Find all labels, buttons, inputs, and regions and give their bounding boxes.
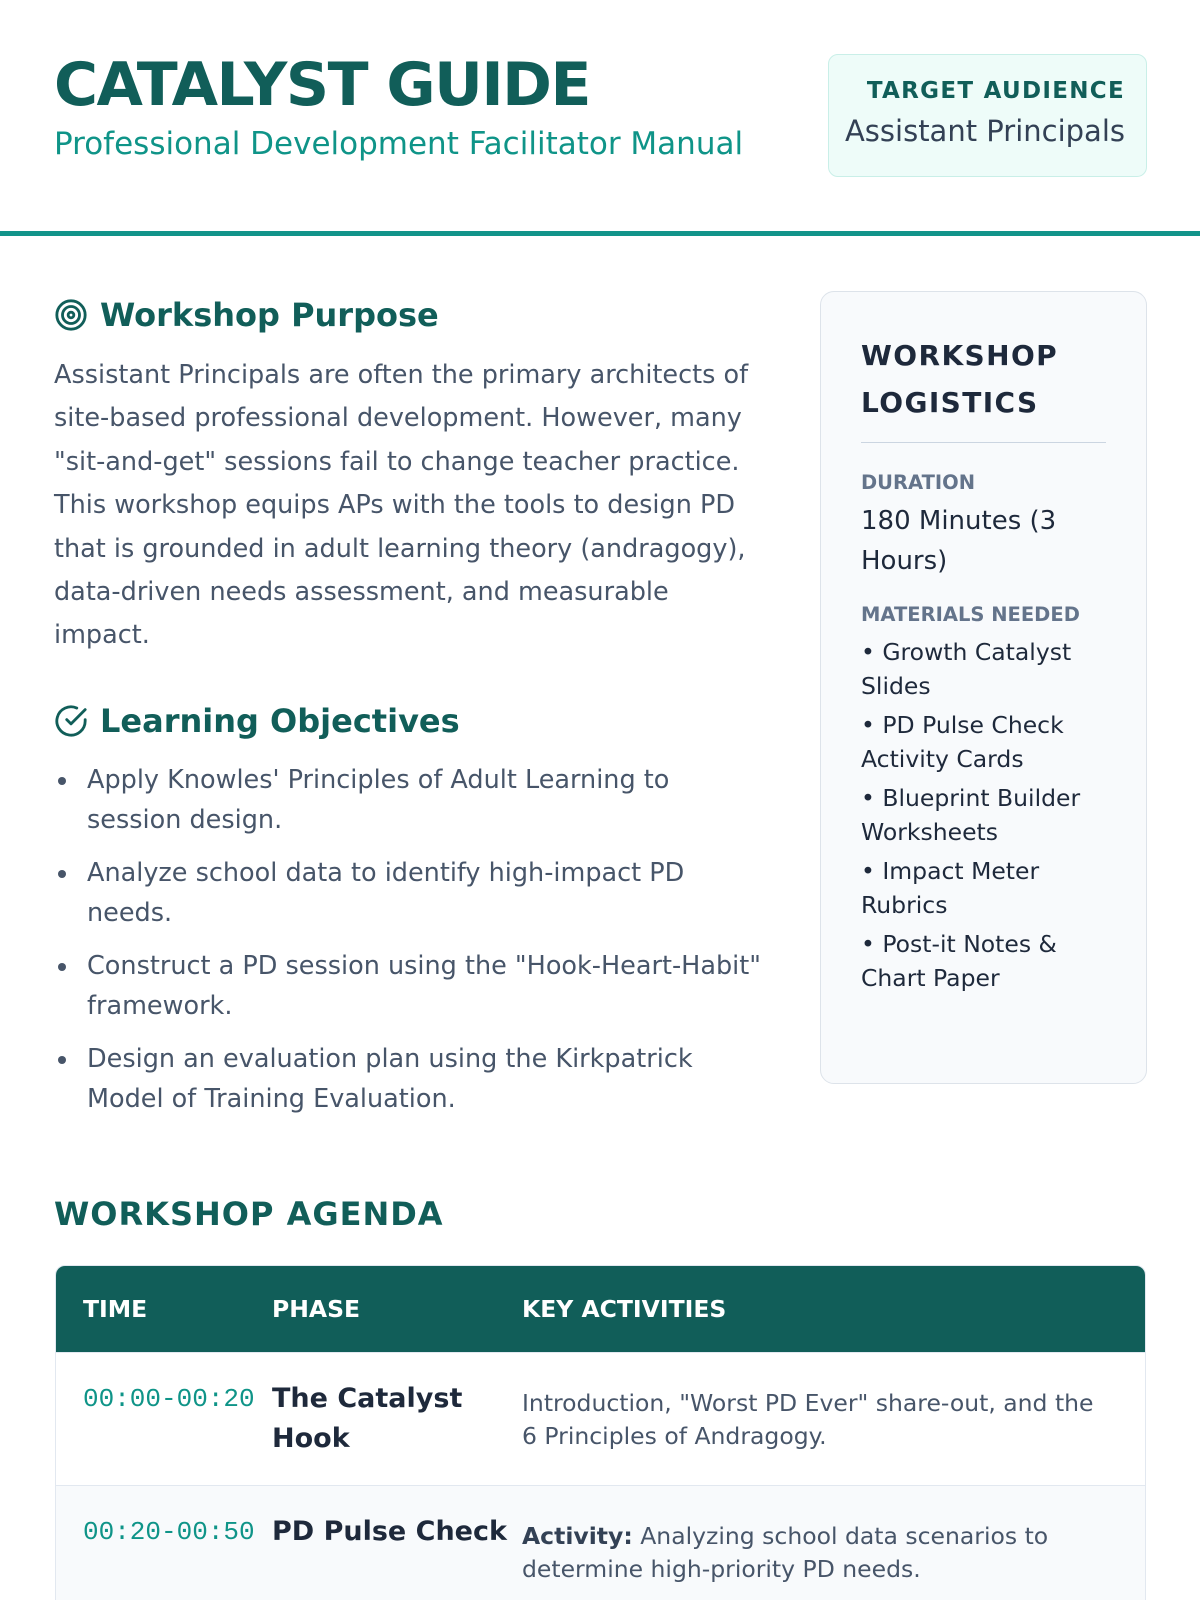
purpose-paragraph: Assistant Principals are often the primary architects of site-based professional development. However, many "sit-and-get" sessions fail to change teacher practice. This workshop equips APs with the tools to design PD that is grounded in adult learning theory (andragogy), data-driven needs assessment, and measurable impact. — [54, 360, 749, 651]
check-circle-icon — [54, 704, 88, 738]
agenda-heading: WORKSHOP AGENDA — [54, 1195, 444, 1233]
objectives-list — [54, 760, 766, 1119]
row-activities-text: Analyzing school data scenarios to determine high-priority PD needs. — [522, 1522, 1049, 1583]
material-item: • Post-it Notes & Chart Paper — [861, 930, 1057, 992]
material-item: • Growth Catalyst Slides — [861, 638, 1072, 700]
row-activities — [522, 1512, 1145, 1586]
purpose-heading-text: Workshop Purpose — [100, 296, 439, 334]
agenda-table — [55, 1265, 1146, 1600]
logistics-divider — [861, 442, 1106, 443]
main-content — [54, 290, 766, 1132]
target-audience-value: Assistant Principals — [844, 114, 1125, 148]
row-time: 00:00-00:20 — [83, 1384, 255, 1414]
document-header — [0, 0, 1200, 236]
purpose-heading — [54, 290, 766, 340]
target-audience-card — [828, 54, 1147, 177]
objective-item: Construct a PD session using the "Hook-Heart-Habit" framework. — [54, 946, 766, 1026]
objectives-heading — [54, 696, 766, 746]
objectives-heading-text: Learning Objectives — [100, 701, 460, 740]
agenda-header-row — [56, 1266, 1145, 1352]
column-header-time: TIME — [83, 1295, 148, 1323]
row-activities-text: Introduction, "Worst PD Ever" share-out, and the 6 Principles of Andragogy. — [522, 1389, 1094, 1450]
logistics-panel — [820, 291, 1147, 1084]
row-activities — [522, 1379, 1145, 1453]
row-activities-label: Activity: — [522, 1522, 633, 1550]
table-row — [56, 1485, 1145, 1600]
column-header-phase: PHASE — [272, 1295, 361, 1323]
target-icon — [54, 298, 88, 332]
document-title: CATALYST GUIDE — [54, 50, 590, 120]
document-subtitle: Professional Development Facilitator Manual — [54, 126, 744, 162]
objective-item: Apply Knowles' Principles of Adult Learning to session design. — [54, 760, 766, 840]
table-row — [56, 1352, 1145, 1485]
materials-label: MATERIALS NEEDED — [861, 603, 1080, 626]
objective-item: Analyze school data to identify high-impact PD needs. — [54, 853, 766, 933]
target-audience-label: TARGET AUDIENCE — [866, 78, 1125, 104]
logistics-title: WORKSHOP LOGISTICS — [861, 339, 1059, 419]
duration-value: 180 Minutes (3 Hours) — [861, 506, 1057, 576]
material-item: • Blueprint Builder Worksheets — [861, 784, 1081, 846]
row-time: 00:20-00:50 — [83, 1517, 255, 1547]
row-phase: The Catalyst Hook — [272, 1383, 463, 1454]
materials-list — [861, 635, 1106, 995]
duration-label: DURATION — [861, 471, 976, 494]
material-item: • Impact Meter Rubrics — [861, 857, 1040, 919]
column-header-activities: KEY ACTIVITIES — [522, 1295, 727, 1323]
objective-item: Design an evaluation plan using the Kirkpatrick Model of Training Evaluation. — [54, 1039, 766, 1119]
row-phase: PD Pulse Check — [272, 1516, 507, 1547]
material-item: • PD Pulse Check Activity Cards — [861, 711, 1064, 773]
